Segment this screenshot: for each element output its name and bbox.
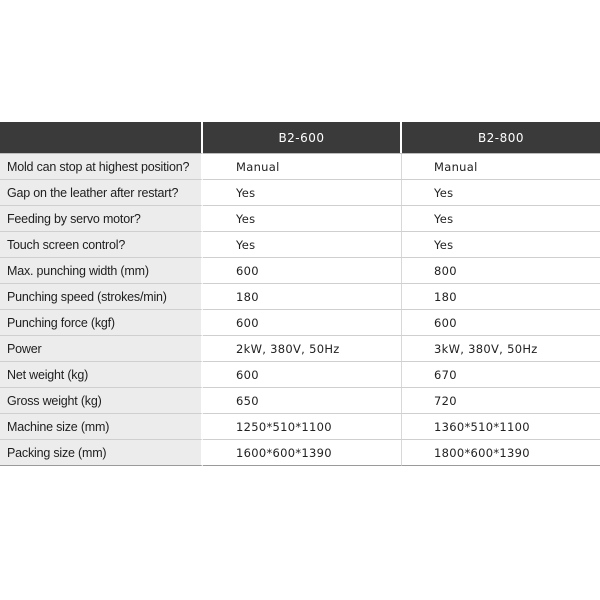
row-label: Machine size (mm): [0, 414, 203, 440]
value-b2-600: 600: [203, 258, 402, 284]
table-row: [0, 180, 600, 206]
value-b2-600: 650: [203, 388, 402, 414]
row-label: Net weight (kg): [0, 362, 203, 388]
row-label: Max. punching width (mm): [0, 258, 203, 284]
value-b2-600: Yes: [203, 206, 402, 232]
row-label: Mold can stop at highest position?: [0, 153, 203, 180]
value-b2-600: 2kW, 380V, 50Hz: [203, 336, 402, 362]
row-label: Gross weight (kg): [0, 388, 203, 414]
row-label: Punching force (kgf): [0, 310, 203, 336]
row-label: Feeding by servo motor?: [0, 206, 203, 232]
value-b2-800: 3kW, 380V, 50Hz: [402, 336, 600, 362]
table-row: [0, 362, 600, 388]
table-header: [0, 122, 600, 153]
value-b2-800: 600: [402, 310, 600, 336]
value-b2-800: 180: [402, 284, 600, 310]
value-b2-800: 720: [402, 388, 600, 414]
table-body: [0, 153, 600, 466]
value-b2-800: Manual: [402, 153, 600, 180]
table-row: [0, 206, 600, 232]
value-b2-600: 180: [203, 284, 402, 310]
table-row: [0, 310, 600, 336]
row-label: Punching speed (strokes/min): [0, 284, 203, 310]
spec-comparison-table: [0, 122, 600, 466]
row-label: Packing size (mm): [0, 440, 203, 466]
value-b2-600: Yes: [203, 232, 402, 258]
header-cell-b2-800: B2-800: [402, 122, 600, 153]
table-row: [0, 232, 600, 258]
value-b2-600: Manual: [203, 153, 402, 180]
header-cell-b2-600: B2-600: [203, 122, 402, 153]
row-label: Power: [0, 336, 203, 362]
value-b2-800: Yes: [402, 232, 600, 258]
value-b2-600: 1250*510*1100: [203, 414, 402, 440]
value-b2-600: 1600*600*1390: [203, 440, 402, 466]
value-b2-600: Yes: [203, 180, 402, 206]
header-cell-empty: [0, 122, 203, 153]
table-row: [0, 388, 600, 414]
value-b2-800: Yes: [402, 180, 600, 206]
table-row: [0, 284, 600, 310]
value-b2-800: 1800*600*1390: [402, 440, 600, 466]
table-row: [0, 414, 600, 440]
value-b2-600: 600: [203, 310, 402, 336]
table-row: [0, 258, 600, 284]
value-b2-800: 670: [402, 362, 600, 388]
table-row: [0, 440, 600, 466]
value-b2-800: Yes: [402, 206, 600, 232]
table-row: [0, 336, 600, 362]
table-row: [0, 153, 600, 180]
value-b2-600: 600: [203, 362, 402, 388]
header-row: [0, 122, 600, 153]
value-b2-800: 800: [402, 258, 600, 284]
value-b2-800: 1360*510*1100: [402, 414, 600, 440]
row-label: Touch screen control?: [0, 232, 203, 258]
row-label: Gap on the leather after restart?: [0, 180, 203, 206]
